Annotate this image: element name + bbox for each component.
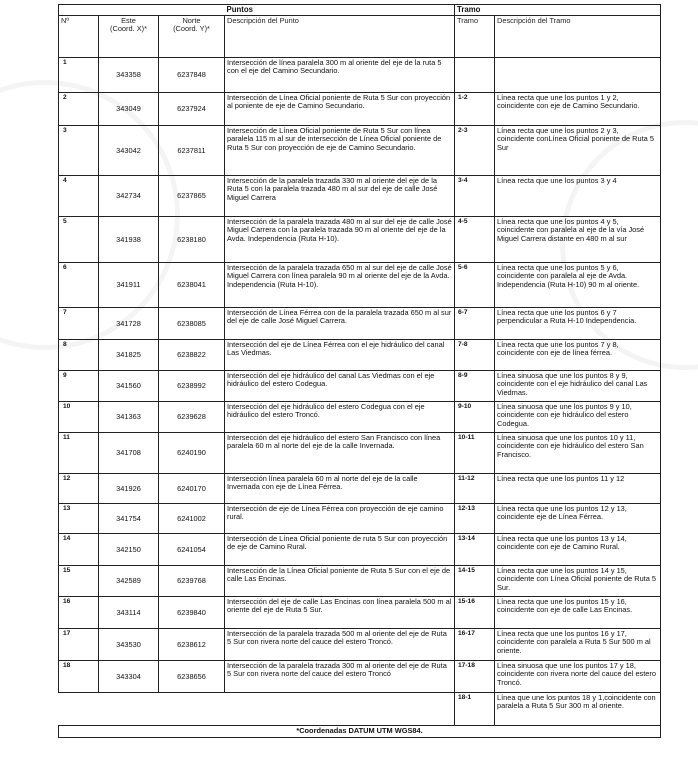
coord-este: 341728	[99, 308, 159, 340]
tramo-description: Línea recta que une los puntos 7 y 8, coincidente con eje de línea férrea.	[495, 340, 661, 371]
tramo-code: 9-10	[455, 402, 495, 433]
col-desc-tramo: Descripción del Tramo	[495, 16, 661, 58]
coord-este: 341825	[99, 340, 159, 371]
point-number: 18	[59, 661, 99, 693]
tramo-code: 4-5	[455, 217, 495, 263]
point-number: 16	[59, 597, 99, 629]
point-description: Intersección de Línea Oficial poniente de Ruta 5 Sur con línea paralela 115 m al sur de intersección de Línea Oficial poniente de Ruta 5 Sur con proyección de eje de Camino Secundario.	[225, 126, 455, 176]
footnote: *Coordenadas DATUM UTM WGS84.	[59, 726, 661, 738]
coord-este: 343358	[99, 58, 159, 93]
tramo-description: Línea sinuosa que une los puntos 17 y 18, coincidente con rivera norte del cauce del estero Troncó.	[495, 661, 661, 693]
point-description: Intersección de eje de Línea Férrea con proyección de eje camino rural.	[225, 504, 455, 534]
table-row	[59, 629, 661, 661]
point-description: Intersección de Línea Oficial poniente de Ruta 5 Sur con proyección al poniente de eje de Camino Secundario.	[225, 93, 455, 126]
empty-cell	[59, 693, 455, 726]
coord-este: 343530	[99, 629, 159, 661]
coord-norte: 6239768	[159, 566, 225, 597]
table-row	[59, 176, 661, 217]
tramo-description: Línea recta que une los puntos 15 y 16, coincidente con eje de calle Las Encinas.	[495, 597, 661, 629]
column-header-row	[59, 16, 661, 58]
point-number: 9	[59, 371, 99, 402]
point-description: Intersección de la paralela trazada 330 m al oriente del eje de la Ruta 5 con la paralela trazada 480 m al sur del eje de calle José Miguel Carrera	[225, 176, 455, 217]
puntos-header: Puntos	[225, 5, 455, 16]
point-number: 13	[59, 504, 99, 534]
coord-norte: 6239840	[159, 597, 225, 629]
point-description: Intersección del eje de Línea Férrea con el eje hidráulico del canal Las Viedmas.	[225, 340, 455, 371]
coord-norte: 6240170	[159, 474, 225, 504]
point-number: 11	[59, 433, 99, 474]
coord-este: 343049	[99, 93, 159, 126]
table-row	[59, 693, 661, 726]
tramo-description: Línea recta que une los puntos 16 y 17, coincidente con paralela a Ruta 5 Sur 500 m al oriente.	[495, 629, 661, 661]
tramo-description: Línea recta que une los puntos 2 y 3, coincidente conLínea Oficial poniente de Ruta 5 Sur	[495, 126, 661, 176]
table-row	[59, 504, 661, 534]
coordinates-table	[58, 4, 661, 738]
point-description: Intersección de línea paralela 300 m al oriente del eje de la ruta 5 con el eje del Camino Secundario.	[225, 58, 455, 93]
coord-norte: 6238656	[159, 661, 225, 693]
point-number: 1	[59, 58, 99, 93]
coord-norte: 6238822	[159, 340, 225, 371]
point-description: Intersección de la paralela trazada 500 m al oriente del eje de Ruta 5 Sur con rivera norte del cauce del estero Troncó.	[225, 629, 455, 661]
table-row	[59, 308, 661, 340]
tramo-code: 16-17	[455, 629, 495, 661]
point-number: 14	[59, 534, 99, 566]
coord-este: 341708	[99, 433, 159, 474]
coord-este: 343114	[99, 597, 159, 629]
point-number: 4	[59, 176, 99, 217]
col-este: Este (Coord. X)*	[99, 16, 159, 58]
point-description: Intersección del eje de calle Las Encinas con línea paralela 500 m al oriente del eje de Ruta 5 Sur.	[225, 597, 455, 629]
coord-norte: 6237865	[159, 176, 225, 217]
group-header-row	[59, 5, 661, 16]
coord-este: 343304	[99, 661, 159, 693]
footnote-row	[59, 726, 661, 738]
table-row	[59, 402, 661, 433]
coord-norte: 6241002	[159, 504, 225, 534]
table-row	[59, 566, 661, 597]
point-description: Intersección del eje hidráulico del canal Las Viedmas con el eje hidráulico del estero Codegua.	[225, 371, 455, 402]
table-row	[59, 93, 661, 126]
col-tramo: Tramo	[455, 16, 495, 58]
tramo-description: Línea sinuosa que une los puntos 8 y 9, coincidente con el eje hidráulico del canal Las Viedmas.	[495, 371, 661, 402]
coord-este: 341754	[99, 504, 159, 534]
table-row	[59, 58, 661, 93]
tramo-description: Línea recta que une los puntos 1 y 2, coincidente con eje de Camino Secundario.	[495, 93, 661, 126]
tramo-description: Línea recta que une los puntos 12 y 13, coincidente eje de Línea Férrea.	[495, 504, 661, 534]
point-number: 8	[59, 340, 99, 371]
tramo-code: 1-2	[455, 93, 495, 126]
table-row	[59, 371, 661, 402]
point-number: 7	[59, 308, 99, 340]
point-number: 3	[59, 126, 99, 176]
tramo-description: Línea que une los puntos 18 y 1,coincidente con paralela a Ruta 5 Sur 300 m al oriente.	[495, 693, 661, 726]
coord-norte: 6239628	[159, 402, 225, 433]
table-row	[59, 433, 661, 474]
tramo-code: 7-8	[455, 340, 495, 371]
point-number: 15	[59, 566, 99, 597]
point-description: Intersección del eje hidráulico del estero San Francisco con línea paralela 60 m al norte del eje de la calle Invernada.	[225, 433, 455, 474]
blank-header-cell	[59, 5, 225, 16]
tramo-header: Tramo	[455, 5, 661, 16]
point-description: Intersección línea paralela 60 m al norte del eje de la calle Invernada con eje de Línea Férrea.	[225, 474, 455, 504]
coord-norte: 6240190	[159, 433, 225, 474]
point-description: Intersección de la paralela trazada 480 m al sur del eje de calle José Miguel Carrera con la paralela trazada 90 m al oriente del eje de la Avda. Independencia (Ruta H-10).	[225, 217, 455, 263]
tramo-code: 8-9	[455, 371, 495, 402]
tramo-code: 17-18	[455, 661, 495, 693]
coord-este: 341911	[99, 263, 159, 308]
point-number: 17	[59, 629, 99, 661]
table-row	[59, 474, 661, 504]
coord-este: 342589	[99, 566, 159, 597]
coord-norte: 6237811	[159, 126, 225, 176]
tramo-code: 2-3	[455, 126, 495, 176]
coord-este: 341363	[99, 402, 159, 433]
tramo-description: Línea recta que une los puntos 4 y 5, coincidente con paralela al eje de la vía José Miguel Carrera distante en 480 m al sur	[495, 217, 661, 263]
table-row	[59, 534, 661, 566]
table-row	[59, 597, 661, 629]
tramo-code	[455, 58, 495, 93]
col-desc-punto: Descripción del Punto	[225, 16, 455, 58]
tramo-description: Línea sinuosa que une los puntos 9 y 10, coincidente con eje hidráulico del estero Codegua.	[495, 402, 661, 433]
coord-este: 342734	[99, 176, 159, 217]
coord-este: 341926	[99, 474, 159, 504]
coord-norte: 6241054	[159, 534, 225, 566]
tramo-code: 15-16	[455, 597, 495, 629]
coord-este: 341560	[99, 371, 159, 402]
coord-norte: 6238992	[159, 371, 225, 402]
tramo-code: 5-6	[455, 263, 495, 308]
point-description: Intersección del eje hidráulico del estero Codegua con el eje hidráulico del estero Troncó.	[225, 402, 455, 433]
tramo-description: Línea recta que une los puntos 13 y 14, coincidente con eje de Camino Rural.	[495, 534, 661, 566]
tramo-code: 13-14	[455, 534, 495, 566]
point-description: Intersección de la paralela trazada 650 m al sur del eje de calle José Miguel Carrera con línea paralela 90 m al oriente del eje de la Avda. Independencia (Ruta H-10).	[225, 263, 455, 308]
point-description: Intersección de Línea Férrea con de la paralela trazada 650 m al sur del eje de calle José Miguel Carrera.	[225, 308, 455, 340]
coord-norte: 6238612	[159, 629, 225, 661]
table-row	[59, 263, 661, 308]
tramo-description: Línea sinuosa que une los puntos 10 y 11, coincidente con eje hidráulico del estero San Francisco.	[495, 433, 661, 474]
coord-norte: 6238180	[159, 217, 225, 263]
coord-norte: 6237848	[159, 58, 225, 93]
tramo-code: 10-11	[455, 433, 495, 474]
tramo-code: 12-13	[455, 504, 495, 534]
point-number: 6	[59, 263, 99, 308]
table-row	[59, 661, 661, 693]
tramo-code: 11-12	[455, 474, 495, 504]
coord-norte: 6238085	[159, 308, 225, 340]
coord-este: 343042	[99, 126, 159, 176]
tramo-description: Línea recta que une los puntos 5 y 6, coincidente con paralela al eje de Avda. Independencia (Ruta H-10) 90 m al oriente.	[495, 263, 661, 308]
point-number: 10	[59, 402, 99, 433]
point-number: 2	[59, 93, 99, 126]
tramo-description: Línea recta que une los puntos 6 y 7 perpendicular a Ruta H-10 Independencia.	[495, 308, 661, 340]
table-row	[59, 126, 661, 176]
tramo-code: 6-7	[455, 308, 495, 340]
coord-norte: 6237924	[159, 93, 225, 126]
tramo-code: 3-4	[455, 176, 495, 217]
point-description: Intersección de la Línea Oficial poniente de Ruta 5 Sur con el eje de calle Las Encinas.	[225, 566, 455, 597]
table-row	[59, 217, 661, 263]
point-number: 5	[59, 217, 99, 263]
tramo-code: 14-15	[455, 566, 495, 597]
tramo-description: Línea recta que une los puntos 14 y 15, coincidente con Línea Oficial poniente de Ruta 5 Sur.	[495, 566, 661, 597]
point-description: Intersección de la paralela trazada 300 m al oriente del eje de Ruta 5 Sur con rivera norte del cauce del estero Troncó	[225, 661, 455, 693]
coord-este: 342150	[99, 534, 159, 566]
point-number: 12	[59, 474, 99, 504]
tramo-code: 18-1	[455, 693, 495, 726]
point-description: Intersección de Línea Oficial poniente de ruta 5 Sur con proyección de eje de Camino Rural.	[225, 534, 455, 566]
col-no: Nº	[59, 16, 99, 58]
col-norte: Norte (Coord. Y)*	[159, 16, 225, 58]
coord-norte: 6238041	[159, 263, 225, 308]
tramo-description	[495, 58, 661, 93]
tramo-description: Línea recta que une los puntos 11 y 12	[495, 474, 661, 504]
table-row	[59, 340, 661, 371]
coord-este: 341938	[99, 217, 159, 263]
tramo-description: Línea recta que une los puntos 3 y 4	[495, 176, 661, 217]
